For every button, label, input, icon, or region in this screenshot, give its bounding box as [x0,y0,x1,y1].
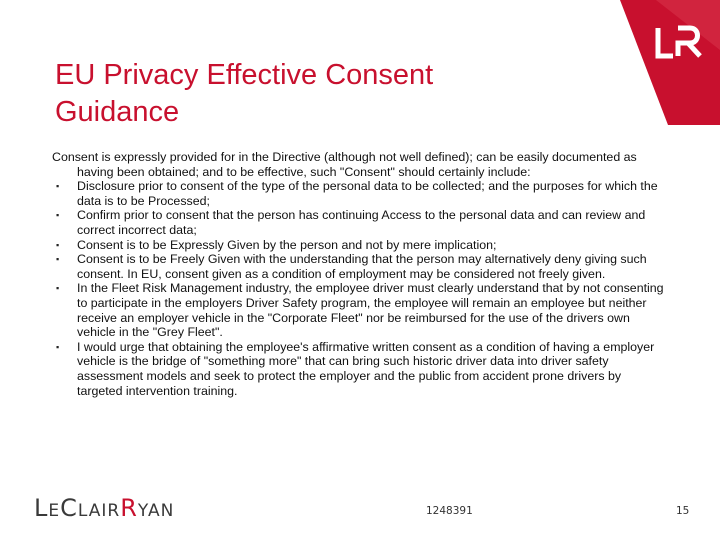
brand-mark: LR [560,0,562,1]
logo-part: C [60,494,78,522]
bullet-text: Consent is to be Freely Given with the understanding that the person may alternatively deny giving such consent. In EU, consent given as a condition of employment may be considered not freely given. [77,252,647,281]
page-number: 15 [676,505,690,517]
bullet-text: Disclosure prior to consent of the type of the personal data to be collected; and the purposes for which the data is to be Processed; [77,179,658,208]
slide-body [52,150,664,398]
bullet-marker-icon: ▪ [56,254,60,265]
bullet-text: Confirm prior to consent that the person has continuing Access to the personal data and can review and correct incorrect data; [77,208,646,237]
bullet-text: In the Fleet Risk Management industry, the employee driver must clearly understand that by not consenting to participate in the employers Driver Safety program, the employee will remain an employee but neither receive an employer vehicle in the "Corporate Fleet" nor be reimbursed for the use of the drivers own vehicle in the "Grey Fleet". [77,281,664,340]
leclairryan-logo [34,496,174,523]
bullet-marker-icon: ▪ [56,283,60,294]
bullet-text: I would urge that obtaining the employee's affirmative written consent as a condition of having a employer vehicle is the bridge of "something more" that can bring such historic driver data into driver safety assessment models and seek to protect the employer and the public from accident prone drivers by targeted intervention training. [77,339,655,398]
bullet-marker-icon: ▪ [56,181,60,192]
bullet-item [52,179,664,208]
logo-part-accent: R [120,494,138,522]
bullet-marker-icon: ▪ [56,210,60,221]
bullet-text: Consent is to be Expressly Given by the person and not by mere implication; [77,237,497,252]
title-line: Guidance [55,96,180,129]
bullet-item [52,208,664,237]
title-line: EU Privacy Effective Consent [55,59,434,92]
bullet-marker-icon: ▪ [56,239,60,250]
bullet-list [52,179,664,398]
logo-part: L [34,494,49,522]
logo-part: YAN [137,501,175,521]
bullet-item [52,281,664,339]
logo-part: E [48,501,61,521]
bullet-item [52,340,664,398]
bullet-marker-icon: ▪ [56,341,60,352]
slide-title [55,57,575,131]
logo-part: LAIR [77,501,121,521]
document-number: 1248391 [426,505,473,517]
bullet-item [52,238,664,253]
bullet-item [52,252,664,281]
corner-decoration [560,0,720,125]
intro-paragraph: Consent is expressly provided for in the Directive (although not well defined); can be easily documented as having been obtained; and to be effective, such "Consent" should certainly include: [52,150,637,179]
